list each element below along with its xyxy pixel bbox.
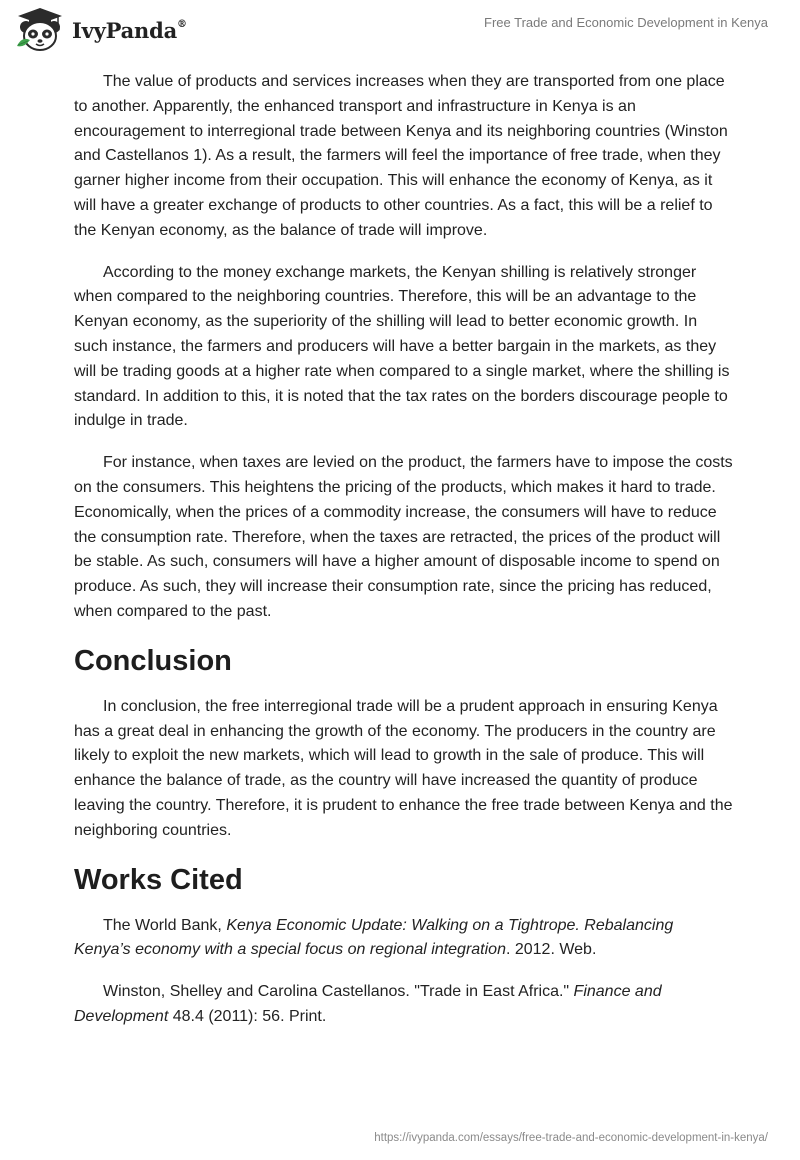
source-url[interactable]: https://ivypanda.com/essays/free-trade-and-economic-development-in-kenya/: [374, 1132, 768, 1144]
document-title: Free Trade and Economic Development in Kenya: [484, 15, 768, 30]
conclusion-paragraph: In conclusion, the free interregional trade will be a prudent approach in ensuring Kenya has a great deal in enhancing the growth of the economy. The producers in the country are likely to exploit the new markets, which will lead to growth in the sale of produce. This will enhance the balance of trade, as the country will have increased the quantity of produce leaving the country. Therefore, it is prudent to enhance the free trade between Kenya and the neighboring countries.: [74, 697, 733, 839]
body-paragraph: For instance, when taxes are levied on the product, the farmers have to impose the costs on the consumers. This heightens the pricing of the products, which makes it hard to trade. Economically, when the prices of a commodity increase, the consumers will have to reduce the consumption rate. Therefore, when the taxes are retracted, the prices of the product will be stable. As such, consumers will have a higher amount of disposable income to spend on produce. As such, they will increase their consumption rate, since the pricing has reduced, when compared to the past.: [74, 454, 733, 620]
brand-name: IvyPanda®: [72, 17, 187, 43]
body-paragraph: According to the money exchange markets, the Kenyan shilling is relatively stronger when compared to the neighboring countries. Therefore, this will be an advantage to the Kenyan economy, as the superiority of the shilling will lead to better economic growth. In such instance, the farmers and producers will have a better bargain in the markets, as they will be trading goods at a higher rate when compared to a single market, where the shilling is standard. In addition to this, it is noted that the tax rates on the borders discourage people to indulge in trade.: [74, 263, 730, 430]
brand-logo[interactable]: [14, 6, 187, 52]
body-paragraph: The value of products and services increases when they are transported from one place to another. Apparently, the enhanced transport and infrastructure in Kenya is an encouragement to interregional trade between Kenya and its neighboring countries (Winston and Castellanos 1). As a result, the farmers will feel the importance of free trade, when they garner higher income from their occupation. This will enhance the economy of Kenya, as it will have a greater exchange of products to other countries. As a fact, this will be a relief to the Kenyan economy, as the balance of trade will improve.: [74, 73, 728, 239]
citation-entry: Winston, Shelley and Carolina Castellanos. "Trade in East Africa." Finance and Development 48.4 (2011): 56. Print.: [74, 983, 662, 1025]
panda-graduate-icon: [14, 6, 66, 52]
works-cited-heading: Works Cited: [74, 863, 243, 896]
essay-content: [74, 70, 734, 1047]
page-header: [0, 0, 800, 60]
conclusion-heading: Conclusion: [74, 644, 232, 677]
citation-entry: The World Bank, Kenya Economic Update: Walking on a Tightrope. Rebalancing Kenya’s economy with a special focus on regional integration. 2012. Web.: [74, 916, 674, 959]
